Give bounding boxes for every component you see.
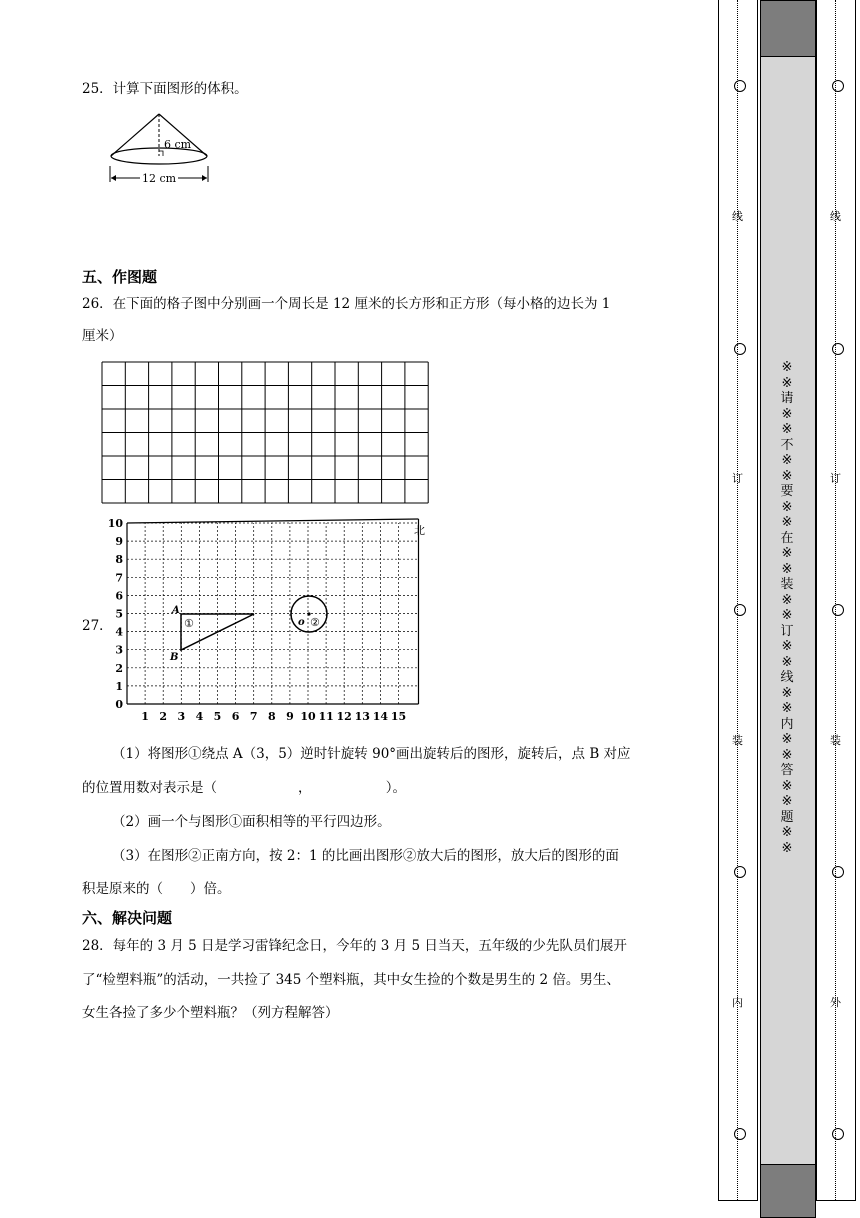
- x-tick-label: 5: [213, 710, 222, 723]
- q28-line2: 了“检塑料瓶”的活动，一共捡了 345 个塑料瓶，其中女生捡的个数是男生的 2 倍。男生、: [82, 972, 620, 988]
- q27-coordinate-grid: [106, 514, 426, 728]
- y-tick-label: 0: [115, 698, 123, 711]
- q26-line1: 26．在下面的格子图中分别画一个周长是 12 厘米的长方形和正方形（每小格的边长为 1: [82, 296, 611, 312]
- x-tick-label: 15: [390, 710, 407, 723]
- x-tick-label: 12: [336, 710, 352, 723]
- y-tick-label: 6: [115, 589, 123, 603]
- x-tick-label: 9: [286, 710, 294, 723]
- outer-ding-char: 订: [830, 472, 841, 485]
- inner-ding-char: 订: [732, 472, 743, 485]
- binding-circle: [832, 343, 844, 355]
- y-tick-label: 10: [107, 517, 123, 530]
- x-tick-label: 11: [318, 710, 334, 723]
- north-label: 北: [414, 524, 425, 537]
- outer-zhuang-char: 装: [830, 734, 841, 747]
- binding-circle: [734, 343, 746, 355]
- binding-circle: [832, 866, 844, 878]
- binding-circle: [832, 1128, 844, 1140]
- warning-bar-bottom-cap: [760, 1164, 816, 1218]
- q28-line1: 28．每年的 3 月 5 日是学习雷锋纪念日，今年的 3 月 5 日当天，五年级的少先队员们展开: [82, 938, 627, 954]
- binding-circle: [832, 80, 844, 92]
- inner-zhuang-char: 装: [732, 734, 743, 747]
- x-tick-label: 1: [141, 710, 149, 723]
- q27-part2: （2）画一个与图形①面积相等的平行四边形。: [112, 814, 391, 830]
- q27-part3-line2: 积是原来的（ ）倍。: [82, 881, 231, 897]
- y-tick-label: 1: [115, 679, 123, 693]
- x-tick-label: 8: [267, 710, 276, 723]
- q26-line2: 厘米）: [82, 328, 123, 344]
- cone-figure: [104, 108, 216, 188]
- outer-binding-strip: [816, 0, 856, 1201]
- q27-part3-line1: （3）在图形②正南方向，按 2：1 的比画出图形②放大后的图形，放大后的图形的面: [112, 848, 619, 864]
- q26-grid: [100, 360, 432, 506]
- x-tick-label: 6: [231, 710, 240, 723]
- warning-bar-top-cap: [760, 0, 816, 57]
- inner-binding-strip: [718, 0, 758, 1201]
- section5-title: 五、作图题: [82, 268, 158, 286]
- y-tick-label: 7: [115, 571, 123, 585]
- x-tick-label: 7: [249, 710, 258, 723]
- x-tick-label: 2: [159, 710, 168, 723]
- shape-1-label: ①: [184, 617, 194, 630]
- shape-2-label: ②: [310, 616, 320, 629]
- q27-part1-line1: （1）将图形①绕点 A（3，5）逆时针旋转 90°画出旋转后的图形，旋转后，点 B 对应: [112, 746, 631, 762]
- binding-circle: [734, 80, 746, 92]
- y-tick-label: 2: [115, 661, 123, 675]
- section6-title: 六、解决问题: [82, 909, 173, 927]
- y-tick-label: 8: [115, 553, 123, 567]
- outer-wai-char: 外: [830, 996, 841, 1009]
- point-a-label: A: [172, 605, 180, 616]
- binding-circle: [734, 866, 746, 878]
- binding-circle: [832, 604, 844, 616]
- y-tick-label: 4: [115, 625, 123, 639]
- inner-nei-char: 内: [732, 996, 743, 1009]
- inner-xian-char: 线: [732, 210, 743, 223]
- x-tick-label: 3: [177, 710, 186, 723]
- x-tick-label: 14: [372, 710, 389, 723]
- x-tick-label: 4: [195, 710, 204, 723]
- y-tick-label: 9: [115, 535, 123, 549]
- x-tick-label: 10: [300, 710, 316, 723]
- center-o-label: o: [298, 617, 305, 628]
- x-tick-label: 13: [354, 710, 370, 723]
- q25-text: 25．计算下面图形的体积。: [82, 81, 248, 97]
- q27-number: 27．: [82, 618, 113, 634]
- outer-xian-char: 线: [830, 210, 841, 223]
- cone-width-label: 12 cm: [142, 172, 177, 185]
- q28-line3: 女生各捡了多少个塑料瓶？（列方程解答）: [82, 1005, 339, 1021]
- binding-circle: [734, 1128, 746, 1140]
- binding-warning-text: ※※请※※不※※要※※在※※装※※订※※线※※内※※答※※题※※: [780, 360, 794, 856]
- q27-part1-line2: 的位置用数对表示是（ ， ）。: [82, 780, 406, 796]
- point-b-label: B: [170, 652, 179, 663]
- cone-height-label: 6 cm: [164, 138, 192, 151]
- y-tick-label: 3: [115, 643, 123, 657]
- y-tick-label: 5: [115, 607, 123, 621]
- binding-circle: [734, 604, 746, 616]
